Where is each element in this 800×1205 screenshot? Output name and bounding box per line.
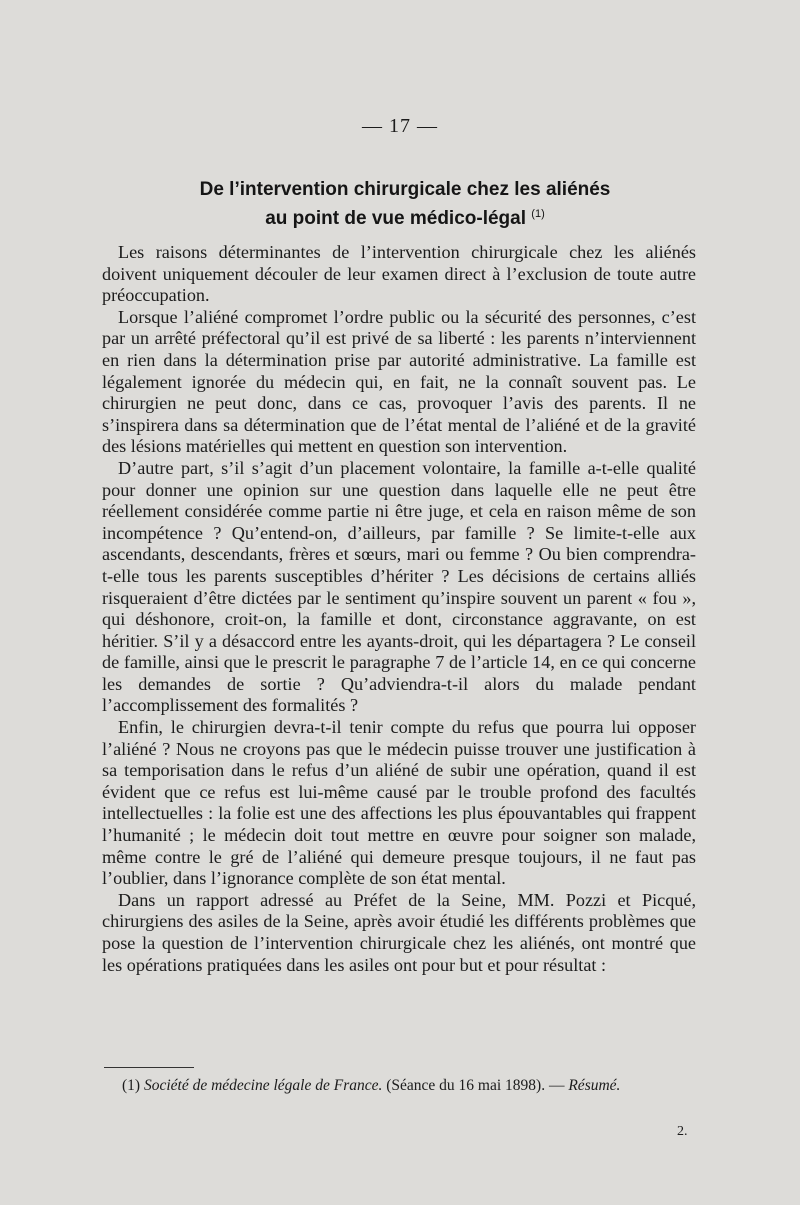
paragraph: D’autre part, s’il s’agit d’un placement volontaire, la famille a-t-elle qualité pour donner une opinion sur une question dans laquelle elle ne peut être réellement considérée comme partie ni être juge, et cela en raison même de son incompétence ? Qu’entend-on, d’ailleurs, par famille ? Se limite-t-elle aux ascendants, descendants, frères et sœurs, mari ou femme ? Ou bien comprendra-t-elle tous les parents susceptibles d’hériter ? Les décisions de certains alliés risqueraient d’être dictées par le sentiment qu’inspire souvent un parent « fou », qui déshonore, croit-on, la famille et dont, circonstance aggravante, on est héritier. S’il y a désaccord entre les ayants-droit, qui les départagera ? Le conseil de famille, ainsi que le prescrit le paragraphe 7 de l’article 14, en ce qui concerne les demandes de sortie ? Qu’adviendra-t-il alors du malade pendant l’accomplissement des formalités ? [102, 457, 696, 716]
footnote-number: (1) [122, 1077, 141, 1094]
signature-mark: 2. [677, 1124, 688, 1139]
document-title [90, 178, 720, 231]
footnote-reference: (1) [531, 208, 545, 220]
paragraph: Lorsque l’aliéné compromet l’ordre public ou la sécurité des personnes, c’est par un arrêté préfectoral qu’il est privé de sa liberté : les parents n’interviennent en rien dans la détermination prise par autorité administrative. La famille est légalement ignorée du médecin qui, en fait, ne la connaît souvent pas. Le chirurgien ne peut donc, dans ce cas, provoquer l’avis des parents. Il ne s’inspirera dans sa détermination que de l’état mental de l’aliéné et de la gravité des lésions matérielles qui mettent en question son intervention. [102, 306, 696, 457]
footnote-resume: Résumé. [568, 1077, 621, 1094]
title-line-2 [90, 202, 720, 231]
paragraph: Les raisons déterminantes de l’intervention chirurgicale chez les aliénés doivent uniquement découler de leur examen direct à l’exclusion de toute autre préoccupation. [102, 242, 696, 306]
footnote-divider [104, 1067, 194, 1068]
footnote-session: (Séance du 16 mai 1898). — [386, 1077, 565, 1094]
title-line-1: De l’intervention chirurgicale chez les aliénés [199, 179, 611, 200]
paragraph: Dans un rapport adressé au Préfet de la Seine, MM. Pozzi et Picqué, chirurgiens des asiles de la Seine, après avoir étudié les différents problèmes que pose la question de l’intervention chirurgicale chez les aliénés, ont montré que les opérations pratiquées dans les asiles ont pour but et pour résultat : [102, 889, 696, 975]
footnote [104, 1078, 696, 1094]
page-number: — 17 — [362, 115, 438, 137]
paragraph: Enfin, le chirurgien devra-t-il tenir compte du refus que pourra lui opposer l’aliéné ? Nous ne croyons pas que le médecin puisse trouver une justification à sa temporisation dans le refus d’un aliéné de subir une opération, quand il est évident que ce refus est lui-même causé par le trouble profond des facultés intellectuelles : la folie est une des affections les plus épouvantables qui frappent l’humanité ; le médecin doit tout mettre en œuvre pour soigner son malade, même contre le gré de l’aliéné qui demeure presque toujours, il ne faut pas l’oublier, dans l’ignorance complète de son état mental. [102, 717, 696, 889]
footnote-source: Société de médecine légale de France. [143, 1077, 383, 1094]
body-text [102, 242, 696, 976]
title-line-2-text: au point de vue médico-légal [265, 208, 527, 229]
